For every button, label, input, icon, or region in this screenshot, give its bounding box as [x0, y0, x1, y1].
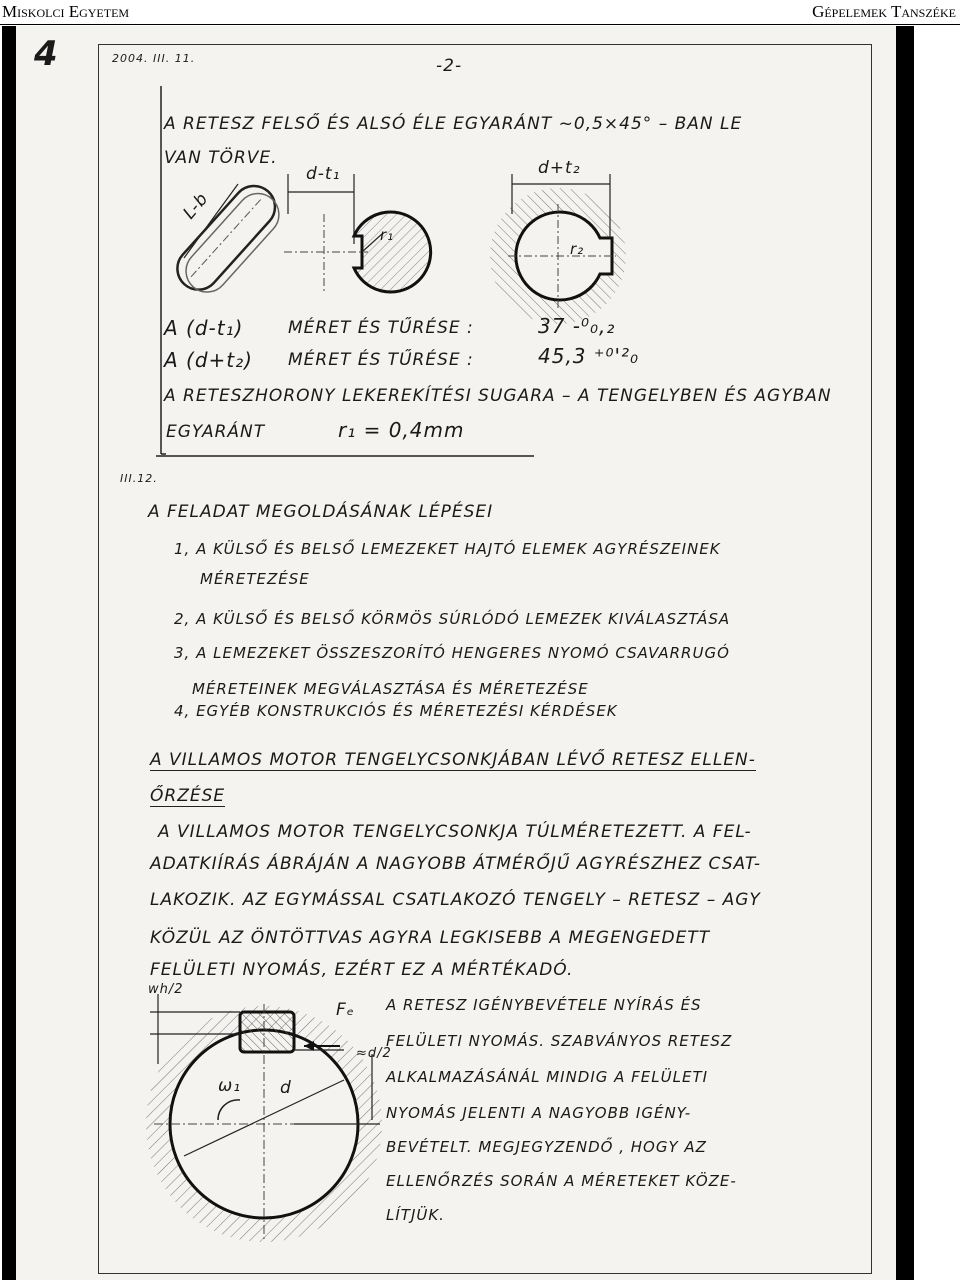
date-note-1: 2004. III. 11. — [112, 52, 196, 65]
measure-2-left: A (d+t₂) — [164, 348, 253, 372]
paragraph-line-4: KÖZÜL AZ ÖNTÖTTVAS AGYRA LEGKISEBB A MEGENGEDETT — [150, 928, 711, 948]
d-minus-t1-label: d-t₁ — [306, 164, 341, 184]
header-department: Gépelemek Tanszéke — [812, 2, 956, 21]
r1-label: r₁ — [380, 226, 395, 244]
intro-line-1: A RETESZ FELSŐ ÉS ALSÓ ÉLE EGYARÁNT ~0,5×45° – BAN LE — [164, 114, 743, 134]
step-1-line-1: 1, A KÜLSŐ ÉS BELSŐ LEMEZEKET HAJTÓ ELEMEK AGYRÉSZEINEK — [174, 540, 721, 558]
figure-note-line-7: LÍTJÜK. — [386, 1206, 445, 1224]
measure-1-left: A (d-t₁) — [164, 316, 244, 340]
radius-value: r₁ = 0,4mm — [338, 418, 465, 442]
paragraph-line-2: ADATKIÍRÁS ÁBRÁJÁN A NAGYOBB ÁTMÉRŐJŰ AGYRÉSZHEZ CSAT- — [150, 854, 762, 874]
measure-1-value: 37 -⁰₀,₂ — [538, 314, 616, 338]
figure-label-half-diameter: ≈d/2 — [356, 1046, 392, 1061]
section-title-line-2: ŐRZÉSE — [150, 786, 226, 806]
hub-section-sketch — [486, 174, 636, 324]
date-note-2: III.12. — [120, 472, 158, 485]
figure-note-line-1: A RETESZ IGÉNYBEVÉTELE NYÍRÁS ÉS — [386, 996, 702, 1014]
page-number-mark: 4 — [34, 34, 59, 74]
step-4: 4, EGYÉB KONSTRUKCIÓS ÉS MÉRETEZÉSI KÉRDÉSEK — [174, 702, 618, 720]
figure-note-line-3: ALKALMAZÁSÁNÁL MINDIG A FELÜLETI — [386, 1068, 709, 1086]
section-title-line-1: A VILLAMOS MOTOR TENGELYCSONKJÁBAN LÉVŐ RETESZ ELLEN- — [150, 750, 756, 770]
step-1-line-2: MÉRETEZÉSE — [200, 570, 310, 588]
paragraph-line-3: LAKOZIK. AZ EGYMÁSSAL CSATLAKOZÓ TENGELY – RETESZ – AGY — [150, 890, 761, 910]
key-sketch — [166, 166, 286, 316]
figure-label-force: Fₑ — [336, 1000, 355, 1020]
r2-label: r₂ — [570, 240, 585, 258]
intro-line-2: VAN TÖRVE. — [164, 148, 278, 168]
figure-label-wh-half: wh/2 — [148, 982, 184, 997]
margin-bracket-line — [156, 86, 166, 456]
figure-label-diameter: d — [280, 1078, 292, 1098]
radius-line-2: EGYARÁNT — [166, 422, 266, 442]
measure-1-text: MÉRET ÉS TŰRÉSE : — [288, 318, 474, 338]
measure-2-text: MÉRET ÉS TŰRÉSE : — [288, 350, 474, 370]
shaft-section-sketch — [278, 174, 388, 299]
scanned-page — [2, 26, 914, 1280]
paragraph-line-1: A VILLAMOS MOTOR TENGELYCSONKJA TÚLMÉRETEZETT. A FEL- — [158, 822, 752, 842]
d-plus-t2-label: d+t₂ — [538, 158, 581, 178]
measure-2-value: 45,3 ⁺⁰'²₀ — [538, 344, 639, 368]
section-rule — [156, 454, 536, 458]
key-length-label: L-b — [179, 188, 213, 224]
step-3-line-1: 3, A LEMEZEKET ÖSSZESZORÍTÓ HENGERES NYOMÓ CSAVARRUGÓ — [174, 644, 730, 662]
radius-line-1: A RETESZHORONY LEKEREKÍTÉSI SUGARA – A TENGELYBEN ÉS AGYBAN — [164, 386, 832, 406]
key-in-shaft-figure — [144, 984, 384, 1244]
steps-title: A FELADAT MEGOLDÁSÁNAK LÉPÉSEI — [148, 502, 494, 522]
header-university: Miskolci Egyetem — [2, 2, 130, 21]
figure-note-line-6: ELLENŐRZÉS SORÁN A MÉRETEKET KÖZE- — [386, 1172, 737, 1190]
figure-note-line-5: BEVÉTELT. MEGJEGYZENDŐ , HOGY AZ — [386, 1138, 707, 1156]
paper-sheet — [16, 26, 896, 1280]
figure-note-line-4: NYOMÁS JELENTI A NAGYOBB IGÉNY- — [386, 1104, 692, 1122]
step-2: 2, A KÜLSŐ ÉS BELSŐ KÖRMÖS SÚRLÓDÓ LEMEZEK KIVÁLASZTÁSA — [174, 610, 731, 628]
page-header — [0, 0, 960, 25]
paragraph-line-5: FELÜLETI NYOMÁS, EZÉRT EZ A MÉRTÉKADÓ. — [150, 960, 574, 980]
step-3-line-2: MÉRETEINEK MEGVÁLASZTÁSA ÉS MÉRETEZÉSE — [192, 680, 589, 698]
page-label: -2- — [436, 56, 463, 76]
figure-note-line-2: FELÜLETI NYOMÁS. SZABVÁNYOS RETESZ — [386, 1032, 733, 1050]
figure-label-omega: ω₁ — [218, 1076, 242, 1096]
